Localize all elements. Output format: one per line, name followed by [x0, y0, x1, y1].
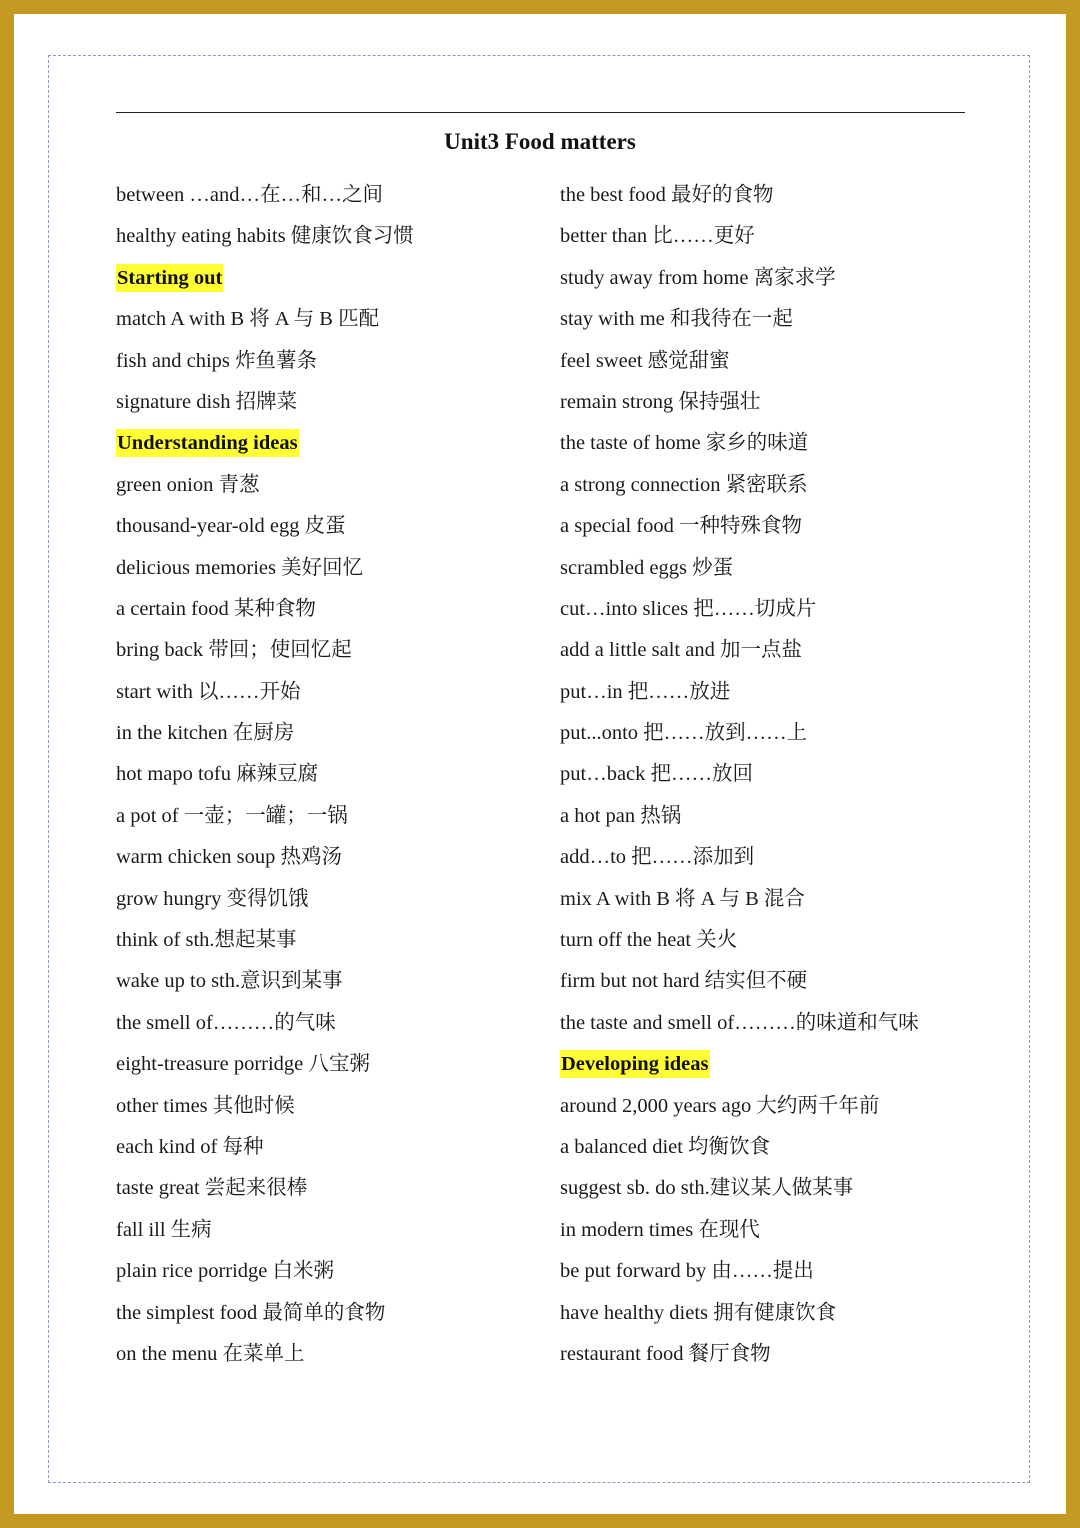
vocab-entry-text: fall ill 生病 — [116, 1218, 212, 1241]
vocab-entry — [560, 838, 1020, 879]
vocab-entry — [116, 880, 546, 921]
vocab-entry-text: a hot pan 热锅 — [560, 804, 682, 827]
vocab-entry — [116, 673, 546, 714]
vocab-entry — [560, 921, 1020, 962]
vocab-entry — [560, 1335, 1020, 1376]
section-heading — [116, 424, 546, 465]
vocab-entry-text: better than 比……更好 — [560, 225, 755, 248]
vocab-entry-text: signature dish 招牌菜 — [116, 390, 298, 413]
vocab-entry-text: thousand-year-old egg 皮蛋 — [116, 515, 346, 538]
vocab-entry — [560, 714, 1020, 755]
vocab-entry — [560, 383, 1020, 424]
vocab-entry-text: add…to 把……添加到 — [560, 846, 755, 869]
vocab-entry — [560, 880, 1020, 921]
vocab-entry — [560, 176, 1020, 217]
vocab-entry — [116, 590, 546, 631]
vocab-entry-text: warm chicken soup 热鸡汤 — [116, 846, 343, 869]
vocab-entry — [560, 300, 1020, 341]
vocab-entry-text: plain rice porridge 白米粥 — [116, 1260, 335, 1283]
vocab-entry — [560, 1087, 1020, 1128]
vocab-entry — [560, 1211, 1020, 1252]
vocab-entry-text: think of sth.想起某事 — [116, 929, 297, 952]
vocab-entry — [560, 1004, 1020, 1045]
vocab-entry-text: healthy eating habits 健康饮食习惯 — [116, 225, 414, 248]
left-vocab-column — [116, 176, 546, 1376]
page-title: Unit3 Food matters — [444, 129, 636, 154]
vocab-entry — [116, 1004, 546, 1045]
vocab-entry — [560, 1169, 1020, 1210]
vocab-entry — [560, 424, 1020, 465]
vocab-entry-text: each kind of 每种 — [116, 1135, 264, 1158]
vocab-entry-text: green onion 青葱 — [116, 473, 260, 496]
vocab-entry — [116, 1087, 546, 1128]
vocab-entry — [116, 921, 546, 962]
vocab-entry-text: mix A with B 将 A 与 B 混合 — [560, 887, 805, 910]
vocab-entry-text: firm but not hard 结实但不硬 — [560, 970, 808, 993]
vocab-entry — [116, 714, 546, 755]
vocab-entry-text: remain strong 保持强壮 — [560, 390, 761, 413]
vocab-entry — [116, 631, 546, 672]
vocab-entry-text: wake up to sth.意识到某事 — [116, 970, 343, 993]
vocab-entry — [116, 1294, 546, 1335]
vocab-entry-text: the smell of………的气味 — [116, 1011, 336, 1034]
vocab-entry-text: eight-treasure porridge 八宝粥 — [116, 1053, 370, 1076]
vocab-entry — [560, 673, 1020, 714]
document-page — [14, 14, 1066, 1514]
vocab-entry — [116, 838, 546, 879]
vocab-entry — [116, 962, 546, 1003]
vocab-entry-text: restaurant food 餐厅食物 — [560, 1342, 771, 1365]
vocab-entry-text: bring back 带回；使回忆起 — [116, 639, 352, 662]
vocab-entry — [116, 176, 546, 217]
vocab-entry-text: a special food 一种特殊食物 — [560, 515, 802, 538]
vocab-entry-text: a pot of 一壶；一罐；一锅 — [116, 804, 348, 827]
vocab-entry-text: feel sweet 感觉甜蜜 — [560, 349, 730, 372]
vocab-entry — [560, 797, 1020, 838]
vocab-entry-text: put…in 把……放进 — [560, 680, 731, 703]
vocab-entry — [560, 631, 1020, 672]
section-heading-text: Understanding ideas — [116, 429, 299, 457]
vocab-entry-text: the simplest food 最简单的食物 — [116, 1301, 386, 1324]
vocab-entry-text: on the menu 在菜单上 — [116, 1342, 305, 1365]
vocab-entry — [560, 217, 1020, 258]
vocab-entry — [116, 797, 546, 838]
vocab-entry — [116, 1211, 546, 1252]
vocab-entry — [560, 962, 1020, 1003]
vocab-entry — [116, 507, 546, 548]
vocab-entry-text: in modern times 在现代 — [560, 1218, 760, 1241]
vocab-entry-text: suggest sb. do sth.建议某人做某事 — [560, 1177, 854, 1200]
vocab-entry — [116, 466, 546, 507]
vocab-entry-text: turn off the heat 关火 — [560, 929, 738, 952]
vocab-entry — [116, 1252, 546, 1293]
vocab-entry — [116, 342, 546, 383]
vocab-entry-text: a strong connection 紧密联系 — [560, 473, 808, 496]
vocab-entry-text: other times 其他时候 — [116, 1094, 295, 1117]
vocab-entry-text: match A with B 将 A 与 B 匹配 — [116, 308, 380, 331]
vocab-entry — [560, 755, 1020, 796]
vocab-entry — [116, 1045, 546, 1086]
vocab-entry-text: grow hungry 变得饥饿 — [116, 887, 309, 910]
vocab-entry-text: cut…into slices 把……切成片 — [560, 597, 817, 620]
vocab-entry — [560, 1294, 1020, 1335]
vocab-entry-text: start with 以……开始 — [116, 680, 301, 703]
vocab-entry-text: put...onto 把……放到……上 — [560, 722, 808, 745]
vocab-entry — [560, 1252, 1020, 1293]
vocab-entry — [116, 217, 546, 258]
vocab-entry-text: the taste of home 家乡的味道 — [560, 432, 809, 455]
vocab-entry-text: scrambled eggs 炒蛋 — [560, 556, 734, 579]
section-heading-text: Starting out — [116, 264, 223, 292]
vocab-entry — [116, 300, 546, 341]
header-rule — [116, 112, 965, 113]
vocab-entry — [560, 549, 1020, 590]
vocab-entry — [116, 755, 546, 796]
vocab-entry — [116, 1128, 546, 1169]
vocab-entry-text: stay with me 和我待在一起 — [560, 308, 793, 331]
vocab-entry-text: around 2,000 years ago 大约两千年前 — [560, 1094, 880, 1117]
vocab-entry — [560, 259, 1020, 300]
section-heading — [116, 259, 546, 300]
vocab-entry-text: a balanced diet 均衡饮食 — [560, 1135, 771, 1158]
vocab-entry-text: hot mapo tofu 麻辣豆腐 — [116, 763, 319, 786]
vocab-entry — [560, 1128, 1020, 1169]
vocab-entry-text: taste great 尝起来很棒 — [116, 1177, 308, 1200]
vocab-entry-text: the taste and smell of………的味道和气味 — [560, 1011, 919, 1034]
vocab-entry — [560, 590, 1020, 631]
vocab-entry-text: in the kitchen 在厨房 — [116, 722, 295, 745]
vocab-entry-text: delicious memories 美好回忆 — [116, 556, 364, 579]
vocab-entry — [560, 466, 1020, 507]
vocab-entry-text: between …and…在…和…之间 — [116, 184, 384, 206]
vocab-entry-text: be put forward by 由……提出 — [560, 1260, 814, 1283]
vocab-entry — [116, 1169, 546, 1210]
vocab-entry-text: have healthy diets 拥有健康饮食 — [560, 1301, 837, 1324]
vocab-entry — [116, 549, 546, 590]
vocab-entry — [116, 383, 546, 424]
section-heading — [560, 1045, 1020, 1086]
section-heading-text: Developing ideas — [560, 1050, 710, 1078]
vocab-entry-text: put…back 把……放回 — [560, 763, 754, 786]
vocab-entry — [560, 507, 1020, 548]
vocab-entry — [560, 342, 1020, 383]
vocab-entry-text: the best food 最好的食物 — [560, 184, 774, 206]
vocab-entry-text: fish and chips 炸鱼薯条 — [116, 349, 317, 372]
vocab-entry — [116, 1335, 546, 1376]
vocab-entry-text: study away from home 离家求学 — [560, 266, 836, 289]
right-vocab-column — [560, 176, 1020, 1376]
vocab-entry-text: a certain food 某种食物 — [116, 597, 316, 620]
vocab-entry-text: add a little salt and 加一点盐 — [560, 639, 802, 662]
